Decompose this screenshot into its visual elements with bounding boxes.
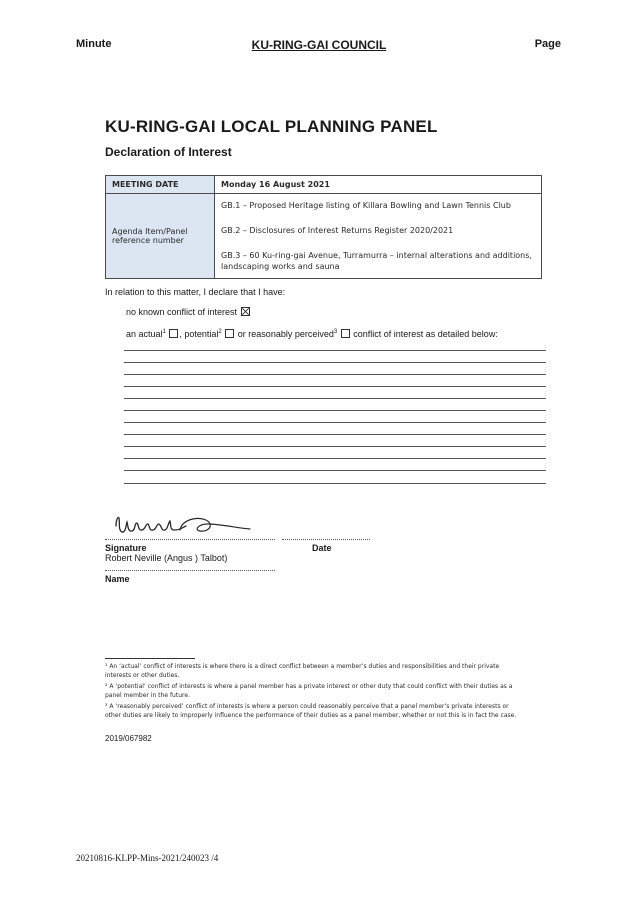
conflict-perceived-label: or reasonably perceived bbox=[237, 329, 334, 339]
agenda-label-line2: reference number bbox=[112, 236, 184, 245]
conflict-actual-label: an actual bbox=[126, 329, 163, 339]
header-minute-label: Minute bbox=[76, 38, 112, 50]
detail-line bbox=[124, 398, 546, 399]
detail-line bbox=[124, 470, 546, 471]
detail-line bbox=[124, 362, 546, 363]
conflict-potential-label: , potential bbox=[179, 329, 219, 339]
date-label: Date bbox=[312, 543, 332, 553]
signature-line bbox=[105, 539, 275, 540]
signer-name: Robert Neville (Angus ) Talbot) bbox=[105, 553, 228, 563]
agenda-item: GB.3 – 60 Ku-ring-gai Avenue, Turramurra – internal alterations and additions, landscaping works and sauna bbox=[221, 251, 532, 271]
footnote-3: ³ A ‘reasonably perceived’ conflict of interests is where a person could reasonably perceive that a panel member’s private interests or other duties are likely to improperly influence the performance of their duties as a panel member, whether or not this is in fact the case. bbox=[105, 703, 517, 719]
agenda-item: GB.1 – Proposed Heritage listing of Killara Bowling and Lawn Tennis Club bbox=[221, 201, 511, 210]
panel-subtitle: Declaration of Interest bbox=[105, 145, 232, 159]
conflict-details-label: conflict of interest as detailed below: bbox=[353, 329, 498, 339]
footnote-ref-1: 1 bbox=[162, 329, 166, 335]
detail-line bbox=[124, 446, 546, 447]
no-conflict-checkbox[interactable] bbox=[241, 307, 250, 316]
footnote-separator bbox=[105, 658, 195, 659]
agenda-item: GB.2 – Disclosures of Interest Returns Register 2020/2021 bbox=[221, 226, 454, 235]
footnote-ref-2: 2 bbox=[218, 329, 222, 335]
handwritten-signature bbox=[110, 506, 260, 538]
meeting-date-value: Monday 16 August 2021 bbox=[215, 176, 542, 194]
detail-line bbox=[124, 422, 546, 423]
detail-line bbox=[124, 410, 546, 411]
meeting-date-row bbox=[106, 176, 542, 194]
header-page-label: Page bbox=[534, 38, 561, 50]
detail-line bbox=[124, 458, 546, 459]
agenda-label-line1: Agenda Item/Panel bbox=[112, 227, 188, 236]
agenda-items-cell bbox=[215, 194, 542, 279]
document-reference: 2019/067982 bbox=[105, 734, 152, 743]
declaration-intro: In relation to this matter, I declare that I have: bbox=[105, 287, 286, 297]
potential-conflict-checkbox[interactable] bbox=[225, 329, 234, 338]
agenda-label bbox=[106, 194, 215, 279]
option-no-conflict-label: no known conflict of interest bbox=[126, 307, 238, 317]
agenda-row bbox=[106, 194, 542, 279]
detail-line bbox=[124, 350, 546, 351]
option-conflict bbox=[126, 329, 498, 339]
option-no-conflict bbox=[126, 307, 251, 317]
perceived-conflict-checkbox[interactable] bbox=[341, 329, 350, 338]
actual-conflict-checkbox[interactable] bbox=[169, 329, 178, 338]
name-line bbox=[105, 570, 275, 571]
name-label: Name bbox=[105, 574, 130, 584]
detail-line bbox=[124, 374, 546, 375]
meeting-date-label: MEETING DATE bbox=[106, 176, 215, 194]
header-council-title: KU-RING-GAI COUNCIL bbox=[251, 38, 387, 52]
footnote-ref-3: 3 bbox=[333, 329, 338, 335]
panel-title: KU-RING-GAI LOCAL PLANNING PANEL bbox=[105, 117, 438, 136]
date-line bbox=[282, 539, 370, 540]
signature-label: Signature bbox=[105, 543, 147, 553]
footnote-1: ¹ An ‘actual’ conflict of interests is where there is a direct conflict between a member’s duties and responsibilities and their private interests or other duties. bbox=[105, 663, 500, 679]
detail-line bbox=[124, 434, 546, 435]
meeting-details-table bbox=[105, 175, 542, 279]
detail-line bbox=[124, 483, 546, 484]
footnote-2: ² A ‘potential’ conflict of interests is where a panel member has a private interest or other duty that could conflict with their duties as a panel member in the future. bbox=[105, 683, 513, 699]
footer-reference: 20210816-KLPP-Mins-2021/240023 /4 bbox=[76, 853, 219, 863]
detail-line bbox=[124, 386, 546, 387]
